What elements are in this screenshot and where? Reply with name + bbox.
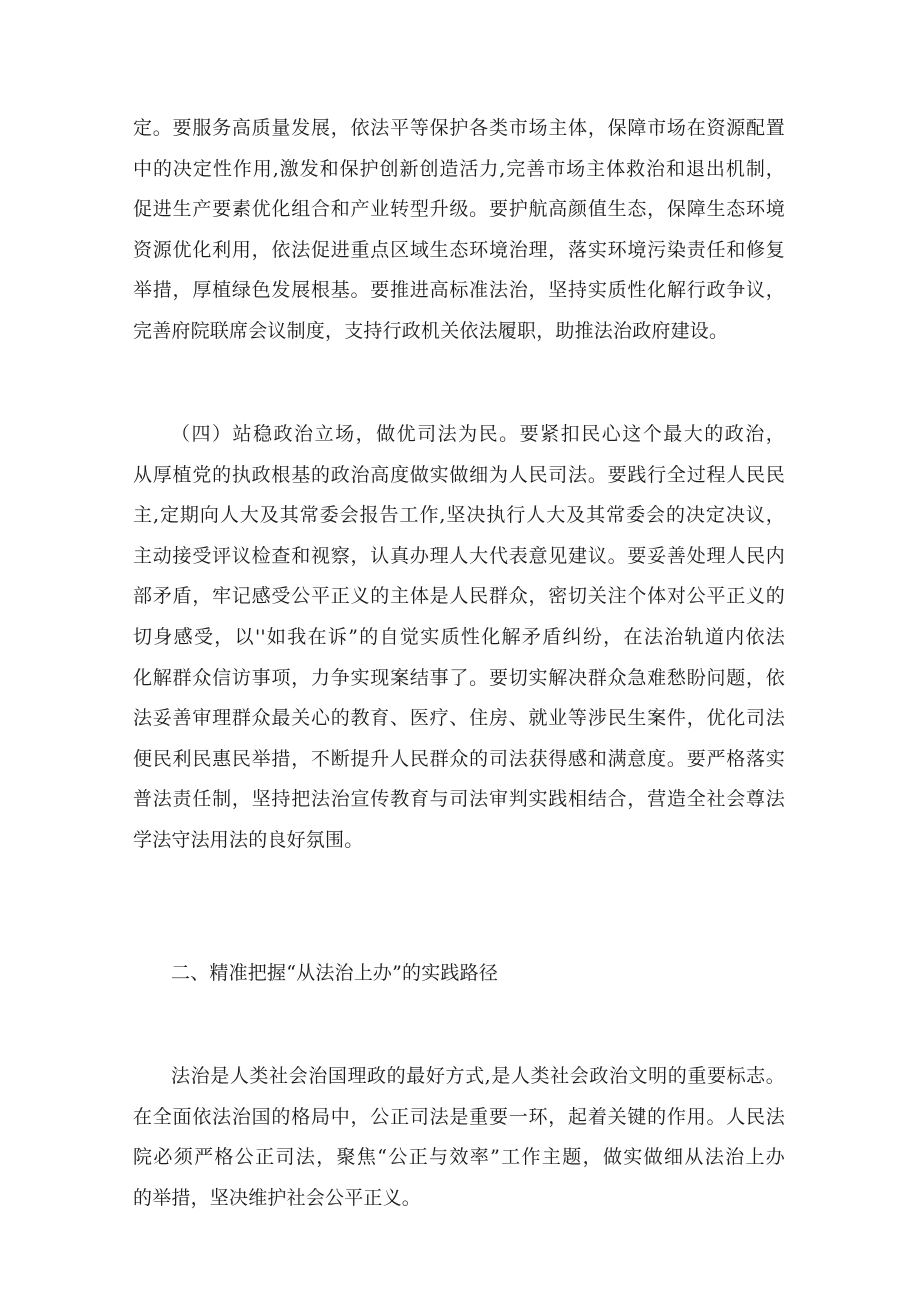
text-line: 化解群众信访事项，力争实现案结事了。要切实解决群众急难愁盼问题，依 [133,666,785,689]
text-line: 主动接受评议检查和视察，认真办理人大代表意见建议。要妥善处理人民内 [133,544,785,567]
text-line: 的举措，坚决维护社会公平正义。 [133,1186,422,1209]
text-line: 完善府院联席会议制度，支持行政机关依法履职，助推法治政府建设。 [133,319,729,342]
text-line: 在全面依法治国的格局中，公正司法是重要一环，起着关键的作用。人民法 [133,1105,785,1128]
text-line: 从厚植党的执政根基的政治高度做实做细为人民司法。要践行全过程人民民 [133,463,785,486]
paragraph-practice-path [133,1056,785,1218]
text-line: 主,定期向人大及其常委会报告工作,坚决执行人大及其常委会的决定决议， [133,504,785,527]
section-heading [133,953,785,994]
text-line: 部矛盾，牢记感受公平正义的主体是人民群众，密切关注个体对公平正义的 [133,585,785,608]
paragraph-continuation [133,108,785,352]
text-line: 切身感受，以''如我在诉”的自觉实质性化解矛盾纠纷，在法治轨道内依法 [133,625,785,648]
text-line: 便民利民惠民举措，不断提升人民群众的司法获得感和满意度。要严格落实 [133,747,785,770]
text-line: 定。要服务高质量发展，依法平等保护各类市场主体，保障市场在资源配置 [133,117,785,139]
text-line: 法治是人类社会治国理政的最好方式,是人类社会政治文明的重要标志。 [171,1065,785,1087]
text-line: 举措，厚植绿色发展根基。要推进高标准法治，坚持实质性化解行政争议， [133,279,785,302]
text-line: 普法责任制，坚持把法治宣传教育与司法审判实践相结合，营造全社会尊法 [133,788,785,811]
text-line: 中的决定性作用,激发和保护创新创造活力,完善市场主体救治和退出机制， [133,157,785,180]
text-line: 资源优化利用，依法促进重点区域生态环境治理，落实环境污染责任和修复 [133,238,785,261]
text-line: 法妥善审理群众最关心的教育、医疗、住房、就业等涉民生案件，优化司法 [133,707,785,730]
text-line: （四）站稳政治立场，做优司法为民。要紧扣民心这个最大的政治， [171,423,785,445]
text-line: 院必须严格公正司法，聚焦“公正与效率”工作主题，做实做细从法治上办 [133,1146,785,1169]
heading-text: 二、精准把握“从法治上办”的实践路径 [171,962,499,984]
text-line: 学法守法用法的良好氛围。 [133,828,364,851]
paragraph-section-four [133,414,785,861]
text-line: 促进生产要素优化组合和产业转型升级。要护航高颜值生态，保障生态环境 [133,198,785,221]
